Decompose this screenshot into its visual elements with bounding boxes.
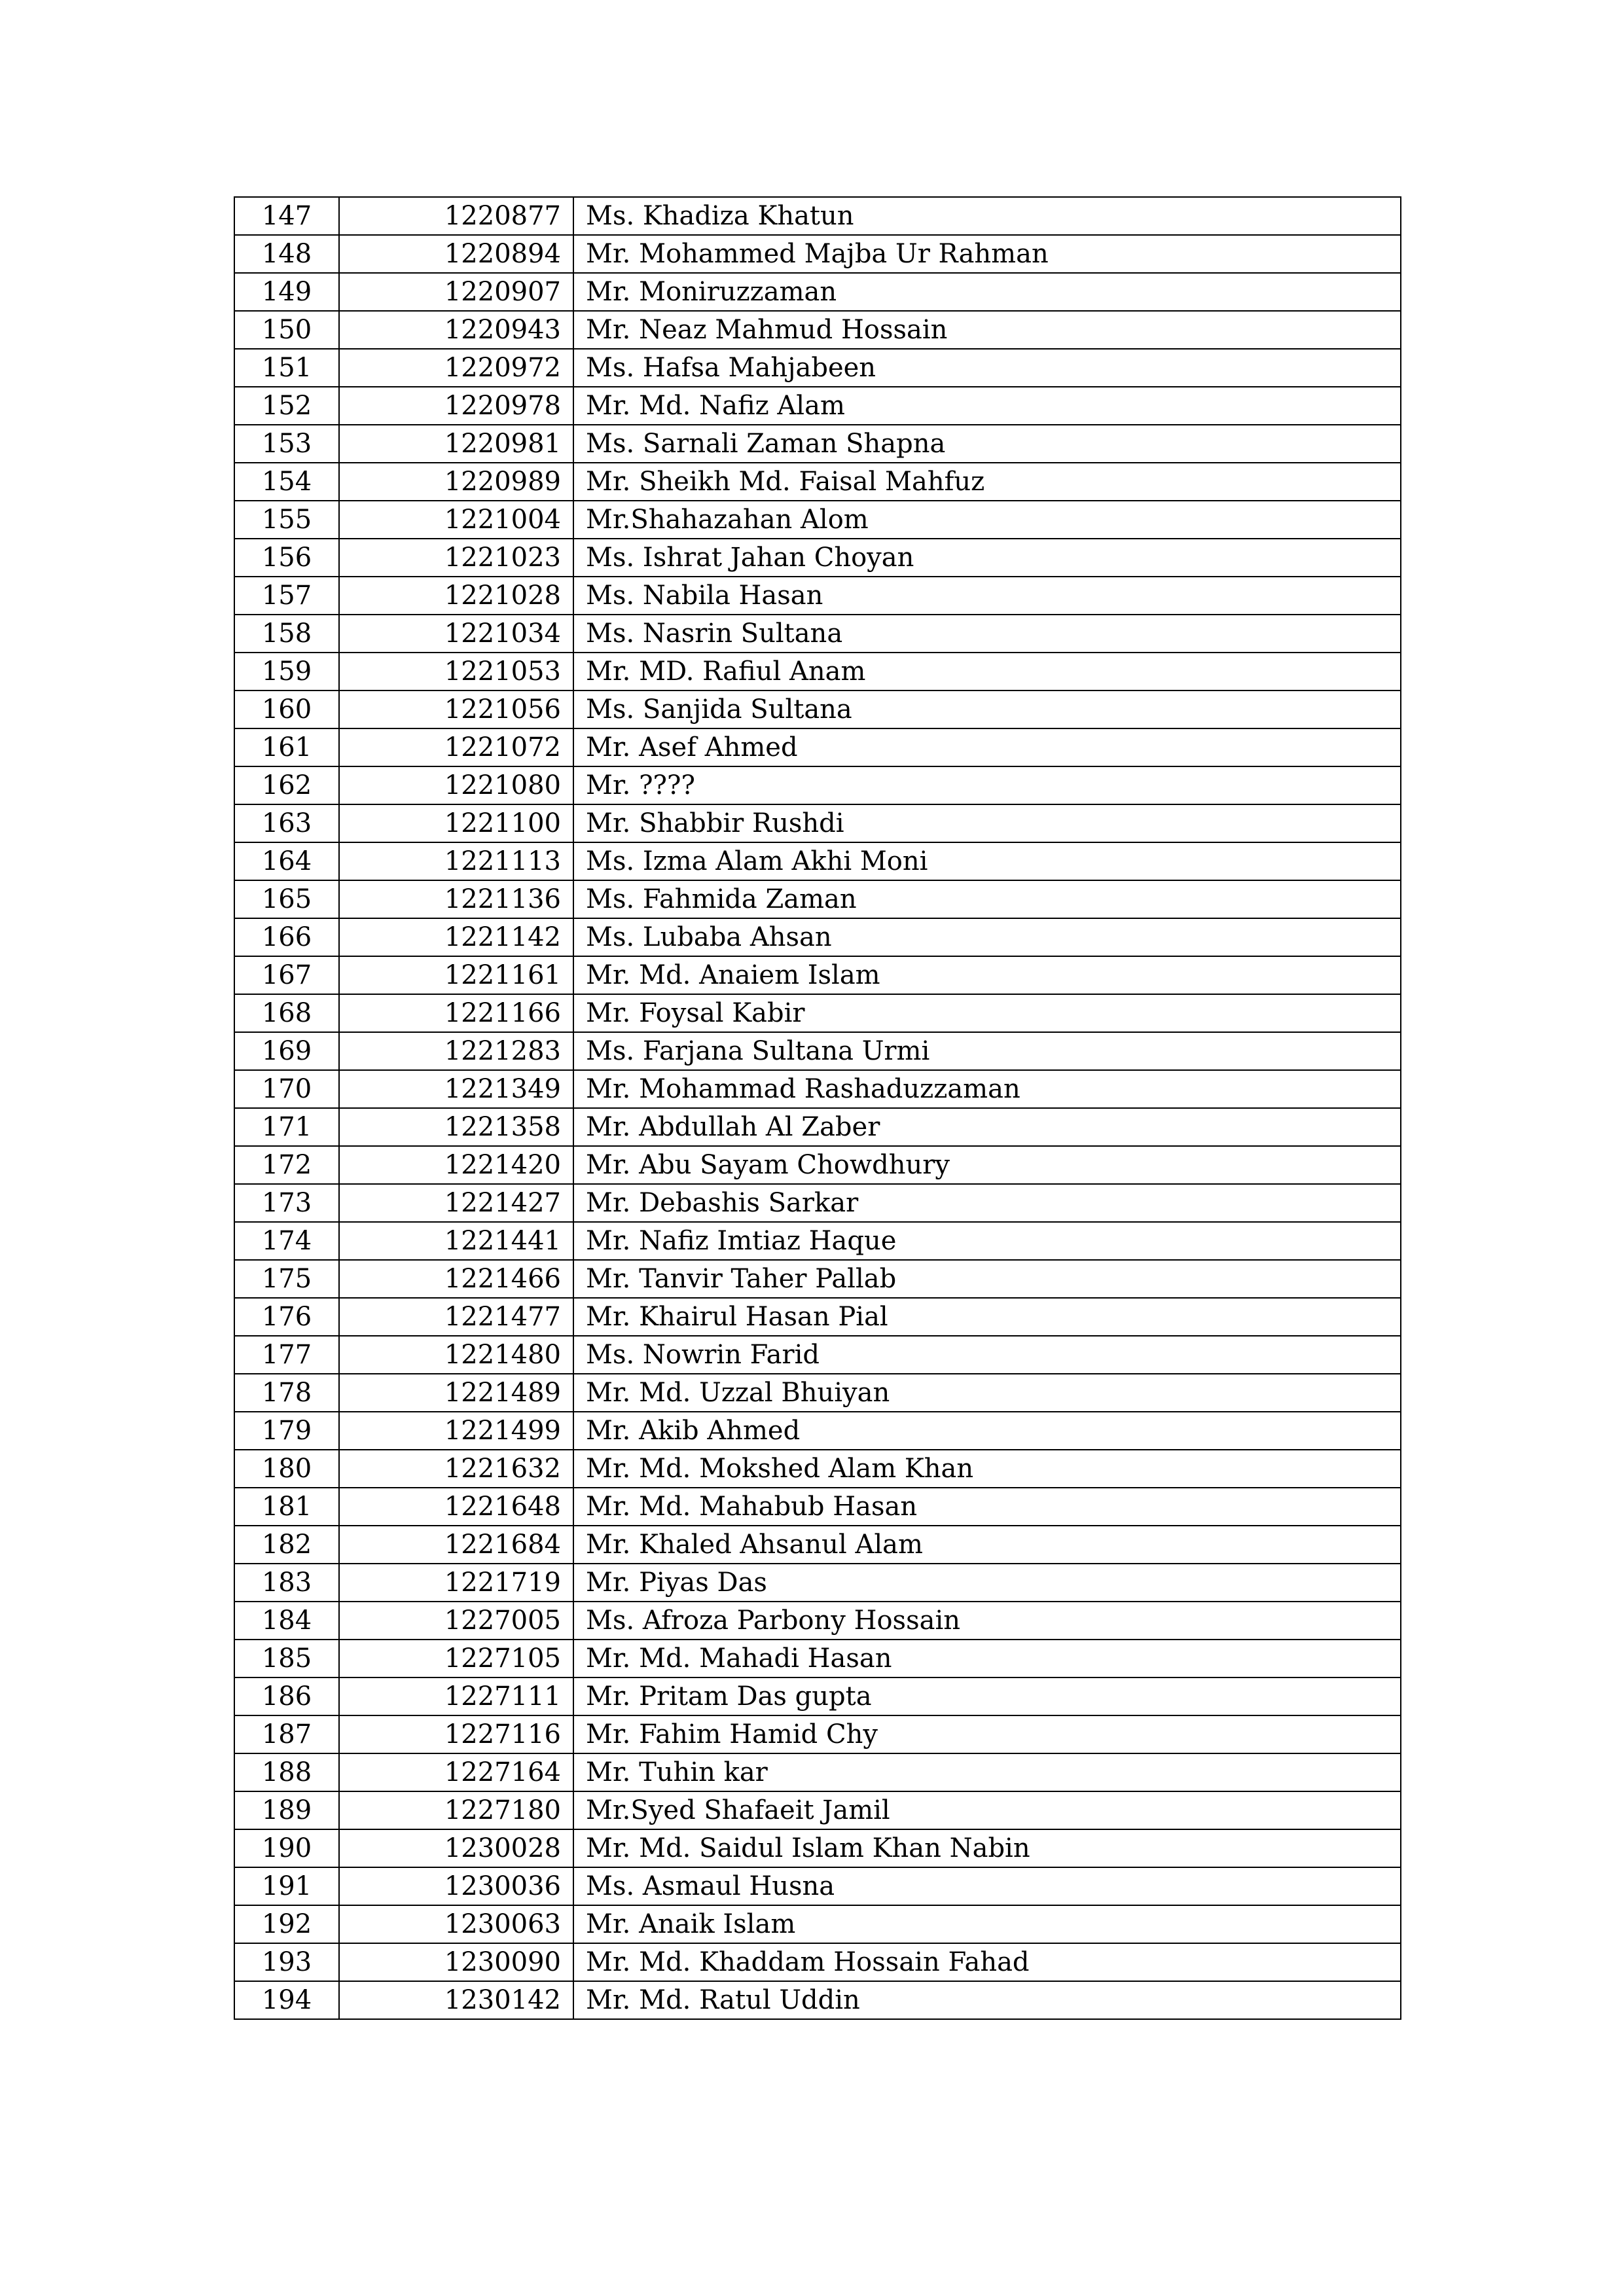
name-cell: Mr. Neaz Mahmud Hossain — [573, 311, 1401, 349]
id-number-cell: 1220978 — [339, 387, 573, 425]
id-number-cell: 1221632 — [339, 1450, 573, 1488]
name-cell: Ms. Lubaba Ahsan — [573, 918, 1401, 956]
id-number-cell: 1221142 — [339, 918, 573, 956]
serial-number-cell: 154 — [234, 463, 339, 501]
serial-number-cell: 155 — [234, 501, 339, 539]
table-row — [234, 728, 1401, 766]
name-cell: Ms. Sarnali Zaman Shapna — [573, 425, 1401, 463]
name-cell: Mr. Pritam Das gupta — [573, 1677, 1401, 1715]
id-number-cell: 1221028 — [339, 577, 573, 615]
serial-number-cell: 153 — [234, 425, 339, 463]
name-cell: Mr. Foysal Kabir — [573, 994, 1401, 1032]
table-row — [234, 615, 1401, 653]
id-number-cell: 1227005 — [339, 1602, 573, 1640]
table-row — [234, 387, 1401, 425]
name-cell: Ms. Asmaul Husna — [573, 1867, 1401, 1905]
table-row — [234, 1184, 1401, 1222]
serial-number-cell: 164 — [234, 842, 339, 880]
table-row — [234, 880, 1401, 918]
name-cell: Mr. Md. Anaiem Islam — [573, 956, 1401, 994]
id-number-cell: 1220972 — [339, 349, 573, 387]
serial-number-cell: 160 — [234, 691, 339, 728]
id-number-cell: 1221053 — [339, 653, 573, 691]
id-number-cell: 1221499 — [339, 1412, 573, 1450]
serial-number-cell: 150 — [234, 311, 339, 349]
id-number-cell: 1220943 — [339, 311, 573, 349]
name-cell: Ms. Nasrin Sultana — [573, 615, 1401, 653]
serial-number-cell: 189 — [234, 1791, 339, 1829]
serial-number-cell: 172 — [234, 1146, 339, 1184]
serial-number-cell: 188 — [234, 1753, 339, 1791]
name-cell: Mr. Anaik Islam — [573, 1905, 1401, 1943]
serial-number-cell: 171 — [234, 1108, 339, 1146]
table-row — [234, 1564, 1401, 1602]
id-number-cell: 1221719 — [339, 1564, 573, 1602]
name-cell: Mr.Shahazahan Alom — [573, 501, 1401, 539]
name-cell: Mr. Abdullah Al Zaber — [573, 1108, 1401, 1146]
id-number-cell: 1221349 — [339, 1070, 573, 1108]
name-cell: Mr. Khairul Hasan Pial — [573, 1298, 1401, 1336]
id-number-cell: 1230036 — [339, 1867, 573, 1905]
table-row — [234, 1602, 1401, 1640]
serial-number-cell: 151 — [234, 349, 339, 387]
id-number-cell: 1221136 — [339, 880, 573, 918]
table-row — [234, 1450, 1401, 1488]
table-row — [234, 1412, 1401, 1450]
id-number-cell: 1230063 — [339, 1905, 573, 1943]
name-cell: Mr. Piyas Das — [573, 1564, 1401, 1602]
table-row — [234, 1867, 1401, 1905]
id-number-cell: 1221100 — [339, 804, 573, 842]
table-row — [234, 311, 1401, 349]
name-cell: Ms. Khadiza Khatun — [573, 197, 1401, 235]
serial-number-cell: 165 — [234, 880, 339, 918]
id-number-cell: 1221080 — [339, 766, 573, 804]
id-number-cell: 1221420 — [339, 1146, 573, 1184]
id-number-cell: 1221161 — [339, 956, 573, 994]
table-row — [234, 1488, 1401, 1526]
serial-number-cell: 147 — [234, 197, 339, 235]
id-number-cell: 1220894 — [339, 235, 573, 273]
serial-number-cell: 156 — [234, 539, 339, 577]
name-cell: Ms. Fahmida Zaman — [573, 880, 1401, 918]
serial-number-cell: 192 — [234, 1905, 339, 1943]
serial-number-cell: 175 — [234, 1260, 339, 1298]
name-cell: Mr.Syed Shafaeit Jamil — [573, 1791, 1401, 1829]
roster-table-body — [234, 197, 1401, 2019]
id-number-cell: 1227111 — [339, 1677, 573, 1715]
table-row — [234, 577, 1401, 615]
id-number-cell: 1227105 — [339, 1640, 573, 1677]
serial-number-cell: 185 — [234, 1640, 339, 1677]
name-cell: Mr. Md. Saidul Islam Khan Nabin — [573, 1829, 1401, 1867]
id-number-cell: 1230142 — [339, 1981, 573, 2019]
id-number-cell: 1220981 — [339, 425, 573, 463]
serial-number-cell: 149 — [234, 273, 339, 311]
serial-number-cell: 193 — [234, 1943, 339, 1981]
table-row — [234, 539, 1401, 577]
table-row — [234, 349, 1401, 387]
name-cell: Mr. Md. Uzzal Bhuiyan — [573, 1374, 1401, 1412]
id-number-cell: 1221489 — [339, 1374, 573, 1412]
name-cell: Ms. Farjana Sultana Urmi — [573, 1032, 1401, 1070]
id-number-cell: 1221477 — [339, 1298, 573, 1336]
table-row — [234, 956, 1401, 994]
serial-number-cell: 157 — [234, 577, 339, 615]
serial-number-cell: 184 — [234, 1602, 339, 1640]
name-cell: Mr. Md. Nafiz Alam — [573, 387, 1401, 425]
id-number-cell: 1221166 — [339, 994, 573, 1032]
id-number-cell: 1220989 — [339, 463, 573, 501]
table-row — [234, 653, 1401, 691]
serial-number-cell: 159 — [234, 653, 339, 691]
table-row — [234, 1981, 1401, 2019]
name-cell: Ms. Izma Alam Akhi Moni — [573, 842, 1401, 880]
table-row — [234, 1108, 1401, 1146]
serial-number-cell: 179 — [234, 1412, 339, 1450]
serial-number-cell: 169 — [234, 1032, 339, 1070]
id-number-cell: 1221113 — [339, 842, 573, 880]
id-number-cell: 1221023 — [339, 539, 573, 577]
serial-number-cell: 190 — [234, 1829, 339, 1867]
name-cell: Ms. Nowrin Farid — [573, 1336, 1401, 1374]
serial-number-cell: 176 — [234, 1298, 339, 1336]
table-row — [234, 235, 1401, 273]
name-cell: Mr. Mohammed Majba Ur Rahman — [573, 235, 1401, 273]
serial-number-cell: 163 — [234, 804, 339, 842]
serial-number-cell: 181 — [234, 1488, 339, 1526]
serial-number-cell: 187 — [234, 1715, 339, 1753]
serial-number-cell: 167 — [234, 956, 339, 994]
id-number-cell: 1221480 — [339, 1336, 573, 1374]
name-cell: Ms. Afroza Parbony Hossain — [573, 1602, 1401, 1640]
name-cell: Ms. Sanjida Sultana — [573, 691, 1401, 728]
name-cell: Mr. Md. Mokshed Alam Khan — [573, 1450, 1401, 1488]
table-row — [234, 766, 1401, 804]
table-row — [234, 1640, 1401, 1677]
table-row — [234, 1715, 1401, 1753]
serial-number-cell: 180 — [234, 1450, 339, 1488]
name-cell: Mr. Md. Khaddam Hossain Fahad — [573, 1943, 1401, 1981]
table-row — [234, 1032, 1401, 1070]
serial-number-cell: 183 — [234, 1564, 339, 1602]
id-number-cell: 1227116 — [339, 1715, 573, 1753]
id-number-cell: 1221358 — [339, 1108, 573, 1146]
name-cell: Mr. Akib Ahmed — [573, 1412, 1401, 1450]
serial-number-cell: 148 — [234, 235, 339, 273]
serial-number-cell: 178 — [234, 1374, 339, 1412]
id-number-cell: 1221283 — [339, 1032, 573, 1070]
table-row — [234, 1753, 1401, 1791]
name-cell: Ms. Hafsa Mahjabeen — [573, 349, 1401, 387]
name-cell: Mr. Debashis Sarkar — [573, 1184, 1401, 1222]
name-cell: Mr. Nafiz Imtiaz Haque — [573, 1222, 1401, 1260]
table-row — [234, 273, 1401, 311]
serial-number-cell: 173 — [234, 1184, 339, 1222]
table-row — [234, 1791, 1401, 1829]
name-cell: Mr. Mohammad Rashaduzzaman — [573, 1070, 1401, 1108]
serial-number-cell: 166 — [234, 918, 339, 956]
table-row — [234, 1943, 1401, 1981]
id-number-cell: 1221056 — [339, 691, 573, 728]
table-row — [234, 691, 1401, 728]
table-row — [234, 1260, 1401, 1298]
table-row — [234, 918, 1401, 956]
serial-number-cell: 162 — [234, 766, 339, 804]
serial-number-cell: 174 — [234, 1222, 339, 1260]
serial-number-cell: 161 — [234, 728, 339, 766]
table-row — [234, 1374, 1401, 1412]
table-row — [234, 501, 1401, 539]
table-row — [234, 1677, 1401, 1715]
serial-number-cell: 158 — [234, 615, 339, 653]
serial-number-cell: 182 — [234, 1526, 339, 1564]
name-cell: Mr. Moniruzzaman — [573, 273, 1401, 311]
id-number-cell: 1220877 — [339, 197, 573, 235]
name-cell: Mr. Abu Sayam Chowdhury — [573, 1146, 1401, 1184]
name-cell: Mr. Asef Ahmed — [573, 728, 1401, 766]
serial-number-cell: 177 — [234, 1336, 339, 1374]
table-row — [234, 463, 1401, 501]
id-number-cell: 1230090 — [339, 1943, 573, 1981]
roster-table — [234, 196, 1401, 2020]
table-row — [234, 1829, 1401, 1867]
table-row — [234, 804, 1401, 842]
table-row — [234, 1070, 1401, 1108]
serial-number-cell: 191 — [234, 1867, 339, 1905]
table-row — [234, 1905, 1401, 1943]
table-row — [234, 1222, 1401, 1260]
id-number-cell: 1221466 — [339, 1260, 573, 1298]
name-cell: Ms. Ishrat Jahan Choyan — [573, 539, 1401, 577]
name-cell: Mr. Tanvir Taher Pallab — [573, 1260, 1401, 1298]
serial-number-cell: 194 — [234, 1981, 339, 2019]
name-cell: Mr. ???? — [573, 766, 1401, 804]
id-number-cell: 1230028 — [339, 1829, 573, 1867]
name-cell: Mr. Md. Ratul Uddin — [573, 1981, 1401, 2019]
id-number-cell: 1221034 — [339, 615, 573, 653]
id-number-cell: 1227164 — [339, 1753, 573, 1791]
name-cell: Mr. Md. Mahadi Hasan — [573, 1640, 1401, 1677]
name-cell: Mr. Sheikh Md. Faisal Mahfuz — [573, 463, 1401, 501]
id-number-cell: 1221072 — [339, 728, 573, 766]
id-number-cell: 1221648 — [339, 1488, 573, 1526]
id-number-cell: 1227180 — [339, 1791, 573, 1829]
table-row — [234, 994, 1401, 1032]
id-number-cell: 1221441 — [339, 1222, 573, 1260]
table-row — [234, 197, 1401, 235]
table-row — [234, 1526, 1401, 1564]
id-number-cell: 1220907 — [339, 273, 573, 311]
serial-number-cell: 170 — [234, 1070, 339, 1108]
name-cell: Ms. Nabila Hasan — [573, 577, 1401, 615]
name-cell: Mr. MD. Rafiul Anam — [573, 653, 1401, 691]
id-number-cell: 1221427 — [339, 1184, 573, 1222]
name-cell: Mr. Khaled Ahsanul Alam — [573, 1526, 1401, 1564]
serial-number-cell: 186 — [234, 1677, 339, 1715]
table-row — [234, 1336, 1401, 1374]
serial-number-cell: 152 — [234, 387, 339, 425]
table-row — [234, 1146, 1401, 1184]
name-cell: Mr. Tuhin kar — [573, 1753, 1401, 1791]
id-number-cell: 1221684 — [339, 1526, 573, 1564]
name-cell: Mr. Fahim Hamid Chy — [573, 1715, 1401, 1753]
serial-number-cell: 168 — [234, 994, 339, 1032]
table-row — [234, 1298, 1401, 1336]
name-cell: Mr. Shabbir Rushdi — [573, 804, 1401, 842]
table-row — [234, 425, 1401, 463]
name-cell: Mr. Md. Mahabub Hasan — [573, 1488, 1401, 1526]
table-row — [234, 842, 1401, 880]
id-number-cell: 1221004 — [339, 501, 573, 539]
